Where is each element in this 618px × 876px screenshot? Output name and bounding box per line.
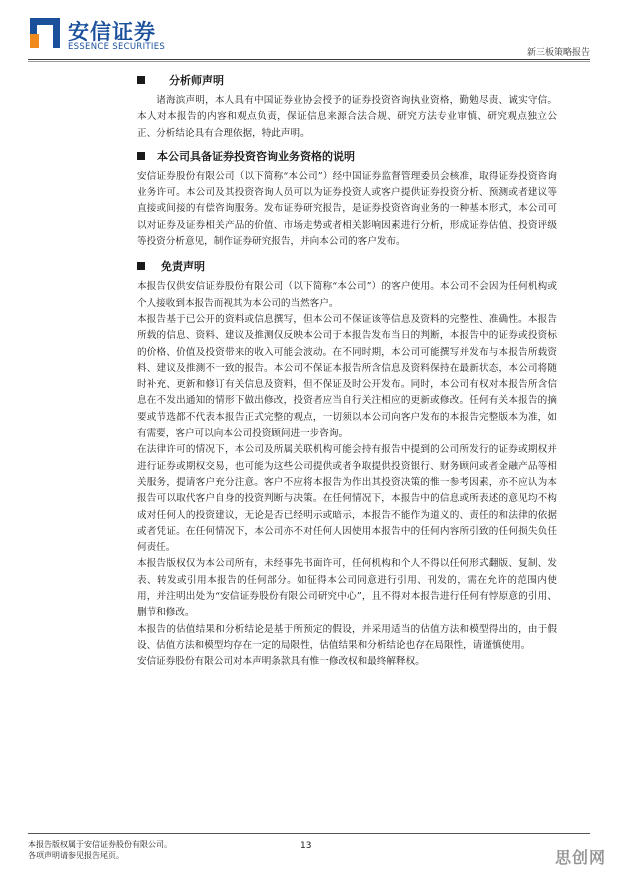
- site-watermark: 思创网: [554, 848, 606, 867]
- section-title-qualification: 本公司具备证券投资咨询业务资格的说明: [137, 148, 557, 164]
- disclaimer-paragraph: 安信证券股份有限公司对本声明条款具有惟一修改权和最终解释权。: [137, 656, 425, 668]
- footer-rule: [28, 833, 590, 834]
- bullet-square-icon: [137, 152, 145, 160]
- brand-name-en: ESSENCE SECURITIES: [68, 42, 166, 52]
- page-header: [0, 0, 618, 62]
- qualification-paragraph: 安信证券股份有限公司（以下简称“本公司”）经中国证券监督管理委员会核准，取得证券投资咨询业务许可。本公司及其投资咨询人员可以为证券投资人或客户提供证券投资分析、预测或者建议等直接或间接的有偿咨询服务。发布证券研究报告，是证券投资咨询业务的一种基本形式，本公司可以对证券及证券相关产品的价值、市场走势或者相关影响因素进行分析，形成证券估值、投资评级等投资分析意见，制作证券研究报告，并向本公司的客户发布。: [137, 170, 557, 248]
- disclaimer-paragraph: 本报告基于已公开的资料或信息撰写，但本公司不保证该等信息及资料的完整性、准确性。本报告所载的信息、资料、建议及推测仅反映本公司于本报告发布当日的判断，本报告中的证券或投资标的价格、价值及投资带来的收入可能会波动。在不同时期，本公司可能撰写并发布与本报告所载资料、建议及推测不一致的报告。本公司不保证本报告所含信息及资料保持在最新状态，本公司将随时补充、更新和修订有关信息及资料，但不保证及时公开发布。同时，本公司有权对本报告所含信息在不发出通知的情形下做出修改，投资者应当自行关注相应的更新或修改。任何有关本报告的摘要或节选都不代表本报告正式完整的观点，一切须以本公司向客户发布的本报告完整版本为准，如有需要，客户可以向本公司投资顾问进一步咨询。: [137, 313, 557, 440]
- brand-name-cn: 安信证券: [68, 20, 156, 44]
- footer-copyright: 本报告版权属于安信证券股份有限公司。: [28, 840, 172, 849]
- disclaimer-paragraph: 本报告仅供安信证券股份有限公司（以下简称“本公司”）的客户使用。本公司不会因为任何机构或个人接收到本报告而视其为本公司的当然客户。: [137, 281, 557, 309]
- section-title-disclaimer: 免责声明: [137, 258, 557, 274]
- document-body: [137, 66, 557, 671]
- page-number: 13: [300, 841, 312, 851]
- page-footer: [28, 839, 172, 861]
- disclaimer-paragraph: 本报告的估值结果和分析结论是基于所预定的假设，并采用适当的估值方法和模型得出的，由于假设、估值方法和模型均存在一定的局限性，估值结果和分析结论也存在局限性，请谨慎使用。: [137, 623, 557, 651]
- bullet-square-icon: [137, 262, 145, 270]
- section-title-analyst: 分析师声明: [137, 72, 557, 88]
- footer-note: 各项声明请参见报告尾页。: [28, 851, 124, 860]
- report-type-label: 新三板策略报告: [526, 48, 590, 58]
- header-rule: [28, 59, 590, 60]
- header-rule-thin: [28, 61, 590, 62]
- disclaimer-paragraph: 在法律许可的情况下，本公司及所属关联机构可能会持有报告中提到的公司所发行的证券或期权并进行证券或期权交易，也可能为这些公司提供或者争取提供投资银行、财务顾问或者金融产品等相关服务，提请客户充分注意。客户不应将本报告为作出其投资决策的惟一参考因素，亦不应认为本报告可以取代客户自身的投资判断与决策。在任何情况下，本报告中的信息或所表述的意见均不构成对任何人的投资建议，无论是否已经明示或暗示，本报告不能作为道义的、责任的和法律的依据或者凭证。在任何情况下，本公司亦不对任何人因使用本报告中的任何内容所引致的任何损失负任何责任。: [137, 444, 557, 554]
- analyst-statement-paragraph: 诸海滨声明，本人具有中国证券业协会授予的证券投资咨询执业资格，勤勉尽责、诚实守信。本人对本报告的内容和观点负责，保证信息来源合法合规、研究方法专业审慎、研究观点独立公正、分析结论具有合理依据，特此声明。: [137, 95, 557, 139]
- disclaimer-paragraph: 本报告版权仅为本公司所有，未经事先书面许可，任何机构和个人不得以任何形式翻版、复制、发表、转发或引用本报告的任何部分。如征得本公司同意进行引用、刊发的，需在允许的范围内使用，并注明出处为“安信证券股份有限公司研究中心”，且不得对本报告进行任何有悖原意的引用、删节和修改。: [137, 558, 557, 619]
- essence-logo-icon: [30, 18, 60, 48]
- bullet-square-icon: [137, 76, 145, 84]
